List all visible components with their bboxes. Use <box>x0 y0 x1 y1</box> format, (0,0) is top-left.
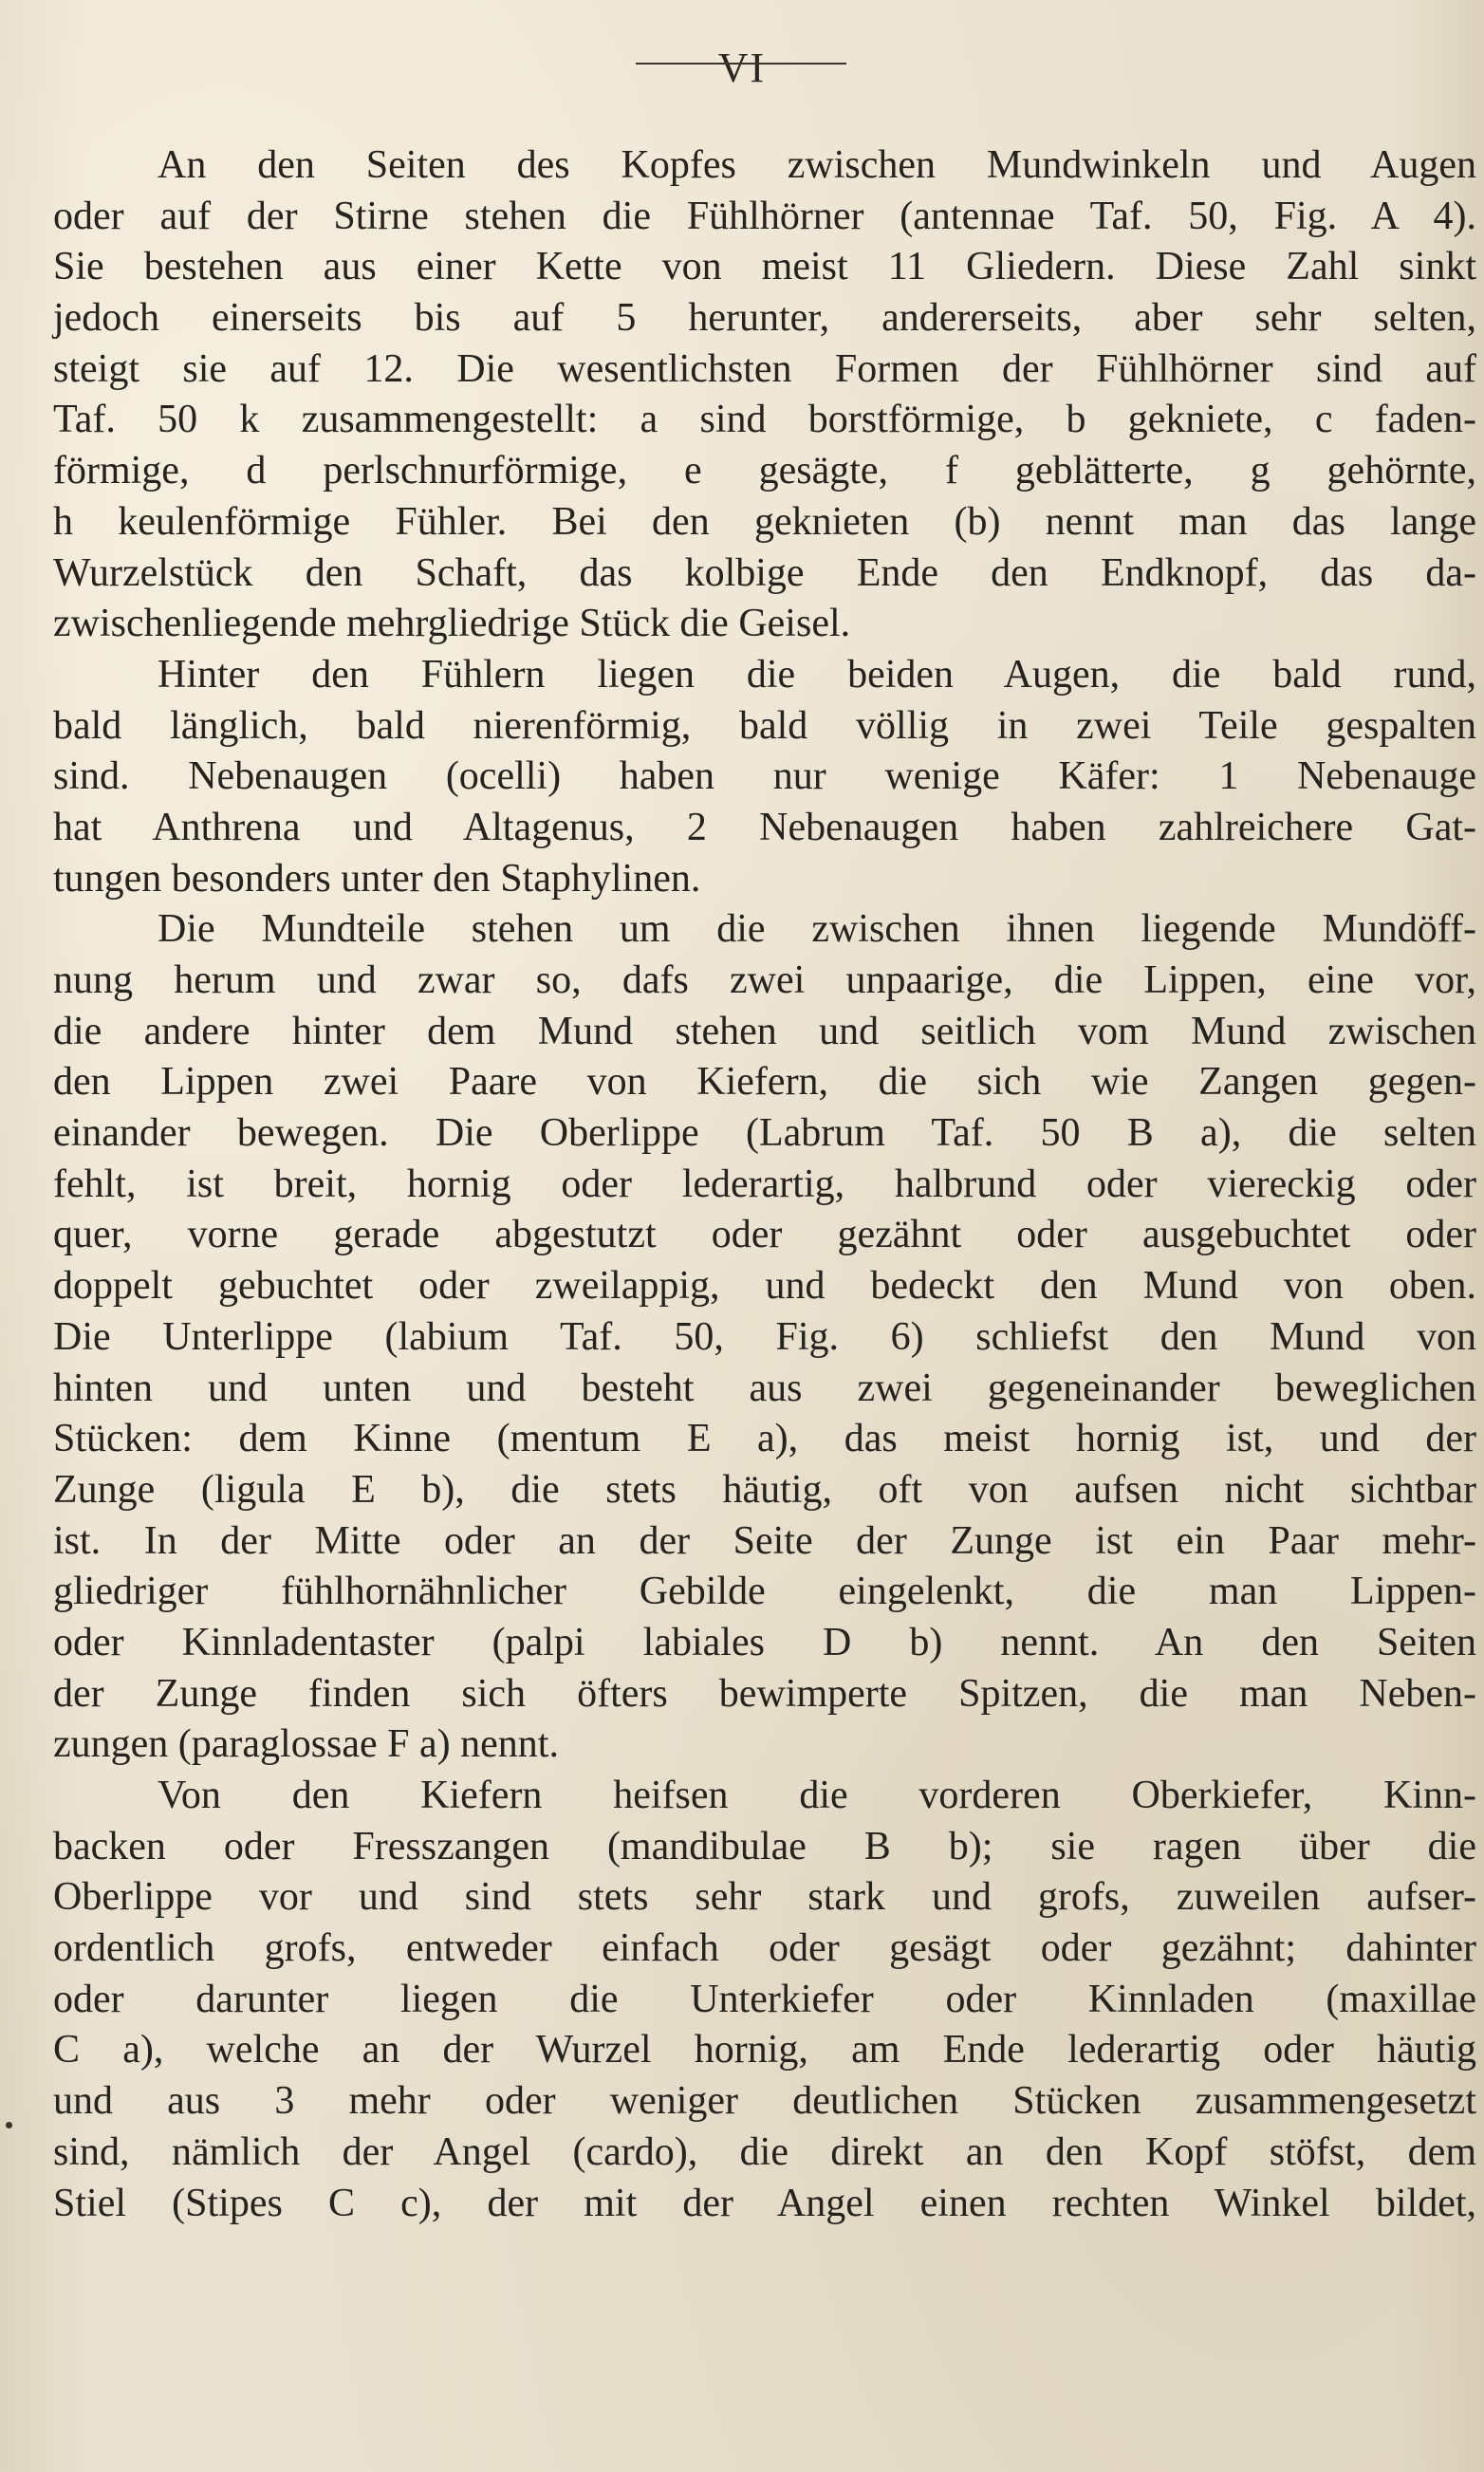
text-line: jedoch einerseits bis auf 5 herunter, andererseits, aber sehr selten, <box>53 296 1476 341</box>
text-line: der Zunge finden sich öfters bewimperte Spitzen, die man Neben- <box>53 1671 1476 1716</box>
text-line: Stücken: dem Kinne (mentum E a), das meist hornig ist, und der <box>53 1417 1476 1461</box>
text-line: ordentlich grofs, entweder einfach oder gesägt oder gezähnt; dahinter <box>53 1926 1476 1971</box>
text-line: fehlt, ist breit, hornig oder lederartig, halbrund oder viereckig oder <box>53 1162 1476 1206</box>
text-line: Sie bestehen aus einer Kette von meist 11 Gliedern. Diese Zahl sinkt <box>53 245 1476 289</box>
text-line: Stiel (Stipes C c), der mit der Angel einen rechten Winkel bildet, <box>53 2181 1476 2225</box>
body-text <box>53 140 1476 2229</box>
text-line: Die Mundteile stehen um die zwischen ihnen liegende Mundöff- <box>158 907 1476 952</box>
header-rule <box>636 63 846 65</box>
page-number: VI <box>717 45 767 91</box>
text-line: An den Seiten des Kopfes zwischen Mundwinkeln und Augen <box>158 143 1476 187</box>
text-line: hat Anthrena und Altagenus, 2 Nebenaugen haben zahlreichere Gat- <box>53 805 1476 849</box>
text-line: Hinter den Fühlern liegen die beiden Augen, die bald rund, <box>158 652 1476 697</box>
text-line: C a), welche an der Wurzel hornig, am Ende lederartig oder häutig <box>53 2028 1476 2072</box>
text-line: Wurzelstück den Schaft, das kolbige Ende den Endknopf, das da- <box>53 550 1476 595</box>
text-line: sind. Nebenaugen (ocelli) haben nur wenige Käfer: 1 Nebenauge <box>53 754 1476 799</box>
text-line: Oberlippe vor und sind stets sehr stark und grofs, zuweilen aufser- <box>53 1875 1476 1920</box>
text-line: einander bewegen. Die Oberlippe (Labrum Taf. 50 B a), die selten <box>53 1111 1476 1156</box>
text-line: tungen besonders unter den Staphylinen. <box>53 856 701 901</box>
text-line: die andere hinter dem Mund stehen und seitlich vom Mund zwischen <box>53 1009 1476 1053</box>
text-line: quer, vorne gerade abgestutzt oder gezähnt oder ausgebuchtet oder <box>53 1213 1476 1257</box>
text-line: zwischenliegende mehrgliedrige Stück die Geisel. <box>53 602 851 646</box>
text-line: doppelt gebuchtet oder zweilappig, und bedeckt den Mund von oben. <box>53 1264 1476 1309</box>
text-line: ist. In der Mitte oder an der Seite der Zunge ist ein Paar mehr- <box>53 1518 1476 1563</box>
text-line: förmige, d perlschnurförmige, e gesägte, f geblätterte, g gehörnte, <box>53 449 1476 493</box>
text-line: h keulenförmige Fühler. Bei den geknieten (b) nennt man das lange <box>53 499 1476 544</box>
text-line: oder darunter liegen die Unterkiefer oder Kinnladen (maxillae <box>53 1977 1476 2021</box>
text-line: oder Kinnladentaster (palpi labiales D b) nennt. An den Seiten <box>53 1620 1476 1664</box>
text-line: Die Unterlippe (labium Taf. 50, Fig. 6) schliefst den Mund von <box>53 1314 1476 1359</box>
text-line: hinten und unten und besteht aus zwei gegeneinander beweglichen <box>53 1366 1476 1410</box>
text-line: steigt sie auf 12. Die wesentlichsten Formen der Fühlhörner sind auf <box>53 346 1476 391</box>
page-header <box>0 44 1484 92</box>
text-line: gliedriger fühlhornähnlicher Gebilde eingelenkt, die man Lippen- <box>53 1570 1476 1614</box>
text-line: und aus 3 mehr oder weniger deutlichen Stücken zusammengesetzt <box>53 2079 1476 2124</box>
text-line: zungen (paraglossae F a) nennt. <box>53 1722 559 1767</box>
text-line: den Lippen zwei Paare von Kiefern, die sich wie Zangen gegen- <box>53 1060 1476 1105</box>
text-line: oder auf der Stirne stehen die Fühlhörner (antennae Taf. 50, Fig. A 4). <box>53 194 1476 238</box>
text-line: sind, nämlich der Angel (cardo), die direkt an den Kopf stöfst, dem <box>53 2129 1476 2174</box>
text-line: bald länglich, bald nierenförmig, bald völlig in zwei Teile gespalten <box>53 703 1476 748</box>
text-line: Taf. 50 k zusammengestellt: a sind borstförmige, b gekniete, c faden- <box>53 398 1476 442</box>
text-line: Von den Kiefern heifsen die vorderen Oberkiefer, Kinn- <box>158 1774 1476 1817</box>
paper-speck <box>6 2122 12 2128</box>
text-line: nung herum und zwar so, dafs zwei unpaarige, die Lippen, eine vor, <box>53 958 1476 1002</box>
text-line: backen oder Fresszangen (mandibulae B b); sie ragen über die <box>53 1824 1476 1868</box>
text-line: Zunge (ligula E b), die stets häutig, oft von aufsen nicht sichtbar <box>53 1467 1476 1512</box>
